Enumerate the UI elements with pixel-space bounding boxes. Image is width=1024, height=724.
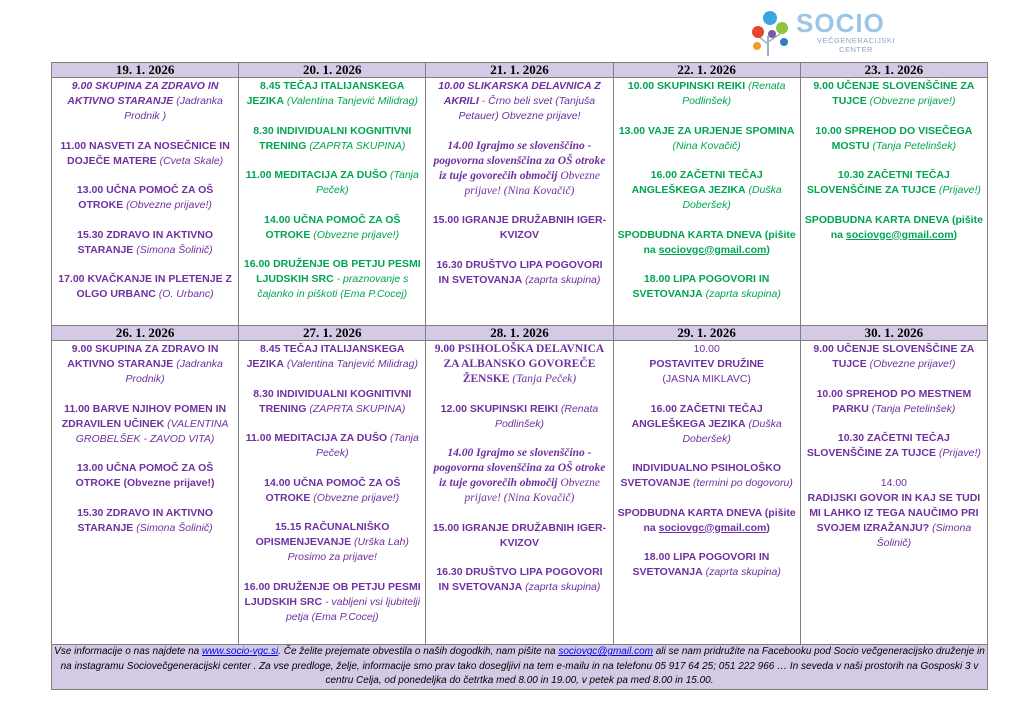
day-cell	[52, 78, 239, 326]
event: 14.00 RADIJSKI GOVOR IN KAJ SE TUDI MI LAHKO IZ TEGA NAUČIMO PRI SVOJEM IZRAŽANJU? (Simona Šolinič)	[807, 476, 981, 549]
event: 10.00 SPREHOD PO MESTNEM PARKU (Tanja Petelinšek)	[816, 387, 972, 415]
day-header: 27. 1. 2026	[239, 326, 426, 341]
logo-subtitle: VEČGENERACIJSKI CENTER	[817, 36, 895, 54]
week1-header-row	[52, 63, 988, 78]
event: 9.00 UČENJE SLOVENŠČINE ZA TUJCE (Obvezne prijave!)	[813, 80, 975, 107]
event: 10.30 ZAČETNI TEČAJ SLOVENŠČINE ZA TUJCE (Prijave!)	[806, 432, 981, 459]
email-link[interactable]: sociovgc@gmail.com	[658, 243, 767, 256]
event: 15.15 RAČUNALNIŠKO OPISMENJEVANJE (Urška Lah) Prosimo za prijave!	[255, 521, 409, 563]
event: 8.30 INDIVIDUALNI KOGNITIVNI TRENING (ZAPRTA SKUPINA)	[253, 387, 412, 415]
event: 16.00 DRUŽENJE OB PETJU PESMI LJUDSKIH SRC - vabljeni vsi ljubitelji petja (Ema P.Cocej)	[243, 580, 421, 623]
day-header: 22. 1. 2026	[613, 63, 800, 78]
day-cell	[800, 78, 987, 326]
event: 8.45 TEČAJ ITALIJANSKEGA JEZIKA (Valentina Tanjević Milidrag)	[246, 343, 418, 370]
event: 16.00 ZAČETNI TEČAJ ANGLEŠKEGA JEZIKA (Duška Doberšek)	[631, 402, 782, 445]
event: 16.30 DRUŠTVO LIPA POGOVORI IN SVETOVANJA (zaprta skupina)	[436, 566, 603, 593]
event: 10.00 POSTAVITEV DRUŽINE (JASNA MIKLAVC)	[649, 343, 764, 385]
day-cell	[239, 341, 426, 645]
day-header: 19. 1. 2026	[52, 63, 239, 78]
event: 11.00 MEDITACIJA ZA DUŠO (Tanja Peček)	[245, 432, 419, 459]
event: 13.00 VAJE ZA URJENJE SPOMINA (Nina Kovačič)	[618, 124, 795, 152]
event: 11.00 NASVETI ZA NOSEČNICE IN DOJEČE MATERE (Cveta Skale)	[60, 139, 230, 167]
event: 15.30 ZDRAVO IN AKTIVNO STARANJE (Simona Šolinič)	[77, 228, 214, 256]
event: 8.30 INDIVIDUALNI KOGNITIVNI TRENING (ZAPRTA SKUPINA)	[253, 124, 412, 152]
event: SPODBUDNA KARTA DNEVA (pišite na sociovgc@gmail.com)	[617, 228, 796, 256]
day-header: 20. 1. 2026	[239, 63, 426, 78]
event: 15.30 ZDRAVO IN AKTIVNO STARANJE (Simona Šolinič)	[77, 506, 214, 534]
website-link[interactable]: www.socio-vgc.si	[202, 646, 279, 658]
footer-row	[52, 645, 988, 690]
event: 8.45 TEČAJ ITALIJANSKEGA JEZIKA (Valentina Tanjević Milidrag)	[246, 80, 418, 107]
event: 9.00 SKUPINA ZA ZDRAVO IN AKTIVNO STARANJE (Jadranka Prodnik)	[67, 343, 223, 385]
event: 13.00 UČNA POMOČ ZA OŠ OTROKE (Obvezne prijave!)	[75, 462, 215, 489]
event: 15.00 IGRANJE DRUŽABNIH IGER-KVIZOV	[432, 214, 607, 241]
socio-tree-icon	[748, 6, 794, 56]
event: 15.00 IGRANJE DRUŽABNIH IGER-KVIZOV	[432, 521, 607, 549]
event: 10.30 ZAČETNI TEČAJ SLOVENŠČINE ZA TUJCE (Prijave!)	[806, 169, 981, 196]
day-header: 26. 1. 2026	[52, 326, 239, 341]
day-header: 29. 1. 2026	[613, 326, 800, 341]
event: INDIVIDUALNO PSIHOLOŠKO SVETOVANJE (termini po dogovoru)	[620, 462, 793, 489]
event: 10.00 SKUPINSKI REIKI (Renata Podlinšek)	[627, 80, 786, 107]
weekly-schedule-table	[51, 62, 988, 690]
event: 14.00 Igrajmo se slovenščino - pogovorna slovenščina za OŠ otroke iz tuje govorečih območij Obvezne prijave! (Nina Kovačič)	[433, 447, 606, 504]
day-cell	[613, 341, 800, 645]
event: 14.00 UČNA POMOČ ZA OŠ OTROKE (Obvezne prijave!)	[264, 476, 401, 504]
week2-events-row	[52, 341, 988, 645]
event: 14.00 UČNA POMOČ ZA OŠ OTROKE (Obvezne prijave!)	[264, 213, 401, 241]
event: 16.30 DRUŠTVO LIPA POGOVORI IN SVETOVANJA (zaprta skupina)	[436, 258, 603, 286]
day-header: 21. 1. 2026	[426, 63, 613, 78]
day-cell	[426, 78, 613, 326]
event: 11.00 BARVE NJIHOV POMEN IN ZDRAVILEN UČINEK (VALENTINA GROBELŠEK - ZAVOD VITA)	[61, 402, 229, 445]
logo-title: SOCIO	[796, 8, 885, 38]
email-link[interactable]: sociovgc@gmail.com	[558, 646, 653, 658]
email-link[interactable]: sociovgc@gmail.com	[658, 521, 767, 534]
event: 9.00 PSIHOLOŠKA DELAVNICA ZA ALBANSKO GOVOREČE ŽENSKE (Tanja Peček)	[434, 343, 605, 385]
event: 18.00 LIPA POGOVORI IN SVETOVANJA (zaprta skupina)	[632, 551, 781, 578]
day-cell	[613, 78, 800, 326]
footer-info: Vse informacije o nas najdete na www.socio-vgc.si. Če želite prejemate obvestila o naših dogodkih, nam pišite na sociovgc@gmail.com ali se nam pridružite na Facebooku pod Socio večgeneracijsko druženje in na instagramu Sociovečgeneracijski center . Za vse predloge, želje, informacije smo prav tako dosegljivi na tem e-mailu in na telefonu 05 917 64 25; 051 222 966 … In seveda v naši prostorih na Gosposki 3 v centru Celja, od ponedeljka do četrtka med 8.00 in 19.00, v petek pa med 8.00 in 15.00.	[52, 645, 988, 690]
day-header: 30. 1. 2026	[800, 326, 987, 341]
event: 12.00 SKUPINSKI REIKI (Renata Podlinšek)	[440, 402, 599, 430]
event: 14.00 Igrajmo se slovenščino - pogovorna slovenščina za OŠ otroke iz tuje govorečih območij Obvezne prijave! (Nina Kovačič)	[433, 139, 606, 197]
day-cell	[52, 341, 239, 645]
event: 10.00 SLIKARSKA DELAVNICA Z AKRILI - Črno beli svet (Tanjuša Petauer) Obvezne prijave!	[438, 80, 601, 122]
event: 9.00 SKUPINA ZA ZDRAVO IN AKTIVNO STARANJE (Jadranka Prodnik )	[67, 80, 223, 122]
event: 13.00 UČNA POMOČ ZA OŠ OTROKE (Obvezne prijave!)	[76, 184, 214, 211]
event: 11.00 MEDITACIJA ZA DUŠO (Tanja Peček)	[245, 169, 419, 196]
event: 18.00 LIPA POGOVORI IN SVETOVANJA (zaprta skupina)	[632, 273, 781, 300]
day-header: 28. 1. 2026	[426, 326, 613, 341]
event: SPODBUDNA KARTA DNEVA (pišite na sociovgc@gmail.com)	[804, 213, 983, 241]
week1-events-row	[52, 78, 988, 326]
day-cell	[426, 341, 613, 645]
event: 16.00 DRUŽENJE OB PETJU PESMI LJUDSKIH SRC - praznovanje s čajanko in piškoti (Ema P.Cocej)	[243, 258, 421, 300]
week2-header-row	[52, 326, 988, 341]
event: 9.00 UČENJE SLOVENŠČINE ZA TUJCE (Obvezne prijave!)	[813, 343, 975, 370]
day-cell	[800, 341, 987, 645]
event: 10.00 SPREHOD DO VISEČEGA MOSTU (Tanja Petelinšek)	[815, 124, 973, 152]
event: SPODBUDNA KARTA DNEVA (pišite na sociovgc@gmail.com)	[617, 506, 796, 534]
event: 16.00 ZAČETNI TEČAJ ANGLEŠKEGA JEZIKA (Duška Doberšek)	[631, 169, 782, 211]
day-cell	[239, 78, 426, 326]
email-link[interactable]: sociovgc@gmail.com	[845, 228, 954, 241]
event: 17.00 KVAČKANJE IN PLETENJE Z OLGO URBANC (O. Urbanc)	[58, 273, 232, 300]
day-header: 23. 1. 2026	[800, 63, 987, 78]
socio-logo	[748, 6, 918, 56]
